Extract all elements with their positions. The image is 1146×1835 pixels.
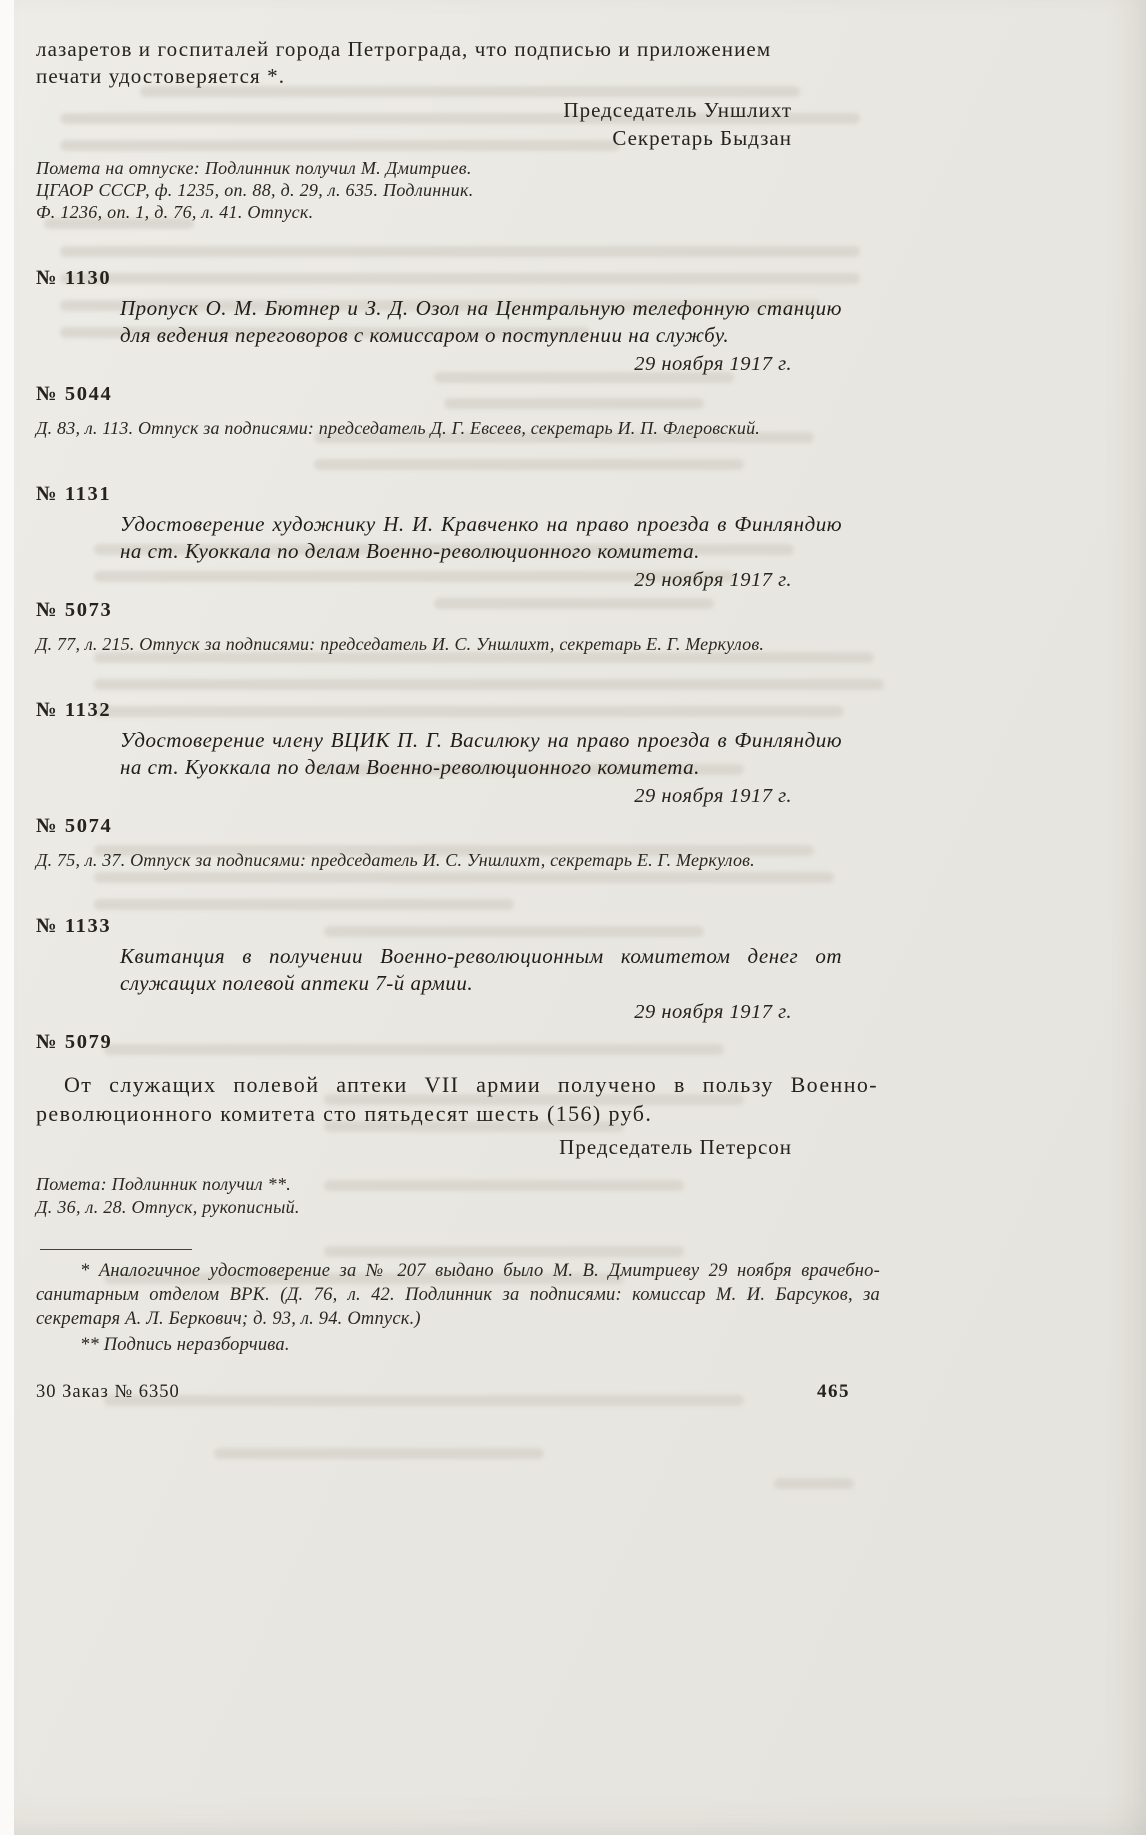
document-entry-1132: [36, 699, 880, 871]
entry-number: № 1132: [36, 699, 112, 721]
receipt-notes: [36, 1173, 880, 1219]
document-entry-1133: [36, 915, 880, 1054]
entry-archive-number: № 5044: [36, 383, 113, 405]
entry-date: 29 ноября 1917 г.: [634, 353, 792, 375]
entry-source-note: Д. 77, л. 215. Отпуск за подписями: председатель И. С. Уншлихт, секретарь Е. Г. Меркулов.: [36, 634, 765, 654]
entry-archive-number: № 5079: [36, 1031, 113, 1053]
scanned-page: [14, 0, 1146, 1835]
entry-source-note: Д. 83, л. 113. Отпуск за подписями: председатель Д. Г. Евсеев, секретарь И. П. Флеровский.: [36, 418, 760, 438]
bleedthrough-artifact: [214, 1448, 544, 1459]
intro-paragraph: лазаретов и госпиталей города Петрограда, что подписью и приложением печати удостоверяется *.: [36, 37, 772, 88]
document-entry-1131: [36, 483, 880, 655]
entry-date: 29 ноября 1917 г.: [634, 1001, 792, 1023]
entry-archive-number: № 5074: [36, 815, 113, 837]
footnotes-block: [36, 1259, 880, 1357]
entry-number: № 1133: [36, 915, 112, 937]
entry-title: Удостоверение художнику Н. И. Кравченко на право проезда в Финляндию на ст. Куоккала по делам Военно-революционного комитета.: [120, 512, 842, 563]
archival-note-line: Ф. 1236, оп. 1, д. 76, л. 41. Отпуск.: [36, 202, 314, 222]
entry-date: 29 ноября 1917 г.: [634, 569, 792, 591]
entry-title: Удостоверение члену ВЦИК П. Г. Василюку на право проезда в Финляндию на ст. Куоккала по делам Военно-революционного комитета.: [120, 728, 842, 779]
entry-number: № 1130: [36, 267, 112, 289]
archival-note-line: Помета на отпуске: Подлинник получил М. Дмитриев.: [36, 158, 472, 178]
footnote-double-asterisk: ** Подпись неразборчива.: [80, 1335, 290, 1355]
receipt-signature: Председатель Петерсон: [559, 1135, 792, 1159]
receipt-note-line: Д. 36, л. 28. Отпуск, рукописный.: [36, 1197, 300, 1217]
document-entry-1130: [36, 267, 880, 439]
entry-archive-number: № 5073: [36, 599, 113, 621]
entry-date: 29 ноября 1917 г.: [634, 785, 792, 807]
page-number: 465: [817, 1381, 850, 1402]
archival-notes: [36, 157, 880, 223]
entry-title: Квитанция в получении Военно-революционным комитетом денег от служащих полевой аптеки 7-й армии.: [120, 944, 842, 995]
entry-source-note: Д. 75, л. 37. Отпуск за подписями: председатель И. С. Уншлихт, секретарь Е. Г. Меркулов.: [36, 850, 755, 870]
signature-block: [36, 96, 880, 152]
archival-note-line: ЦГАОР СССР, ф. 1235, оп. 88, д. 29, л. 635. Подлинник.: [36, 180, 474, 200]
text-column: [36, 0, 880, 1403]
print-order-note: 30 Заказ № 6350: [36, 1382, 180, 1402]
footnote-asterisk: * Аналогичное удостоверение за № 207 выдано было М. В. Дмитриеву 29 ноября врачебно-санитарным отделом ВРК. (Д. 76, л. 42. Подлинник за подписями: комиссар М. И. Барсуков, за секретаря А. Л. Беркович; д. 93, л. 94. Отпуск.): [36, 1261, 880, 1329]
signature-secretary: Секретарь Быдзан: [612, 126, 792, 150]
receipt-body: От служащих полевой аптеки VII армии получено в пользу Военно-революционного комитета сто пятьдесят шесть (156) руб.: [36, 1072, 878, 1126]
entry-title: Пропуск О. М. Бютнер и З. Д. Озол на Центральную телефонную станцию для ведения переговоров с комиссаром о поступлении на службу.: [120, 296, 842, 347]
receipt-note-line: Помета: Подлинник получил **.: [36, 1174, 292, 1194]
bleedthrough-artifact: [774, 1478, 854, 1489]
footnote-divider: [40, 1249, 192, 1250]
page-footer: [36, 1381, 880, 1403]
signature-chairman: Председатель Уншлихт: [563, 98, 792, 122]
entry-number: № 1131: [36, 483, 112, 505]
